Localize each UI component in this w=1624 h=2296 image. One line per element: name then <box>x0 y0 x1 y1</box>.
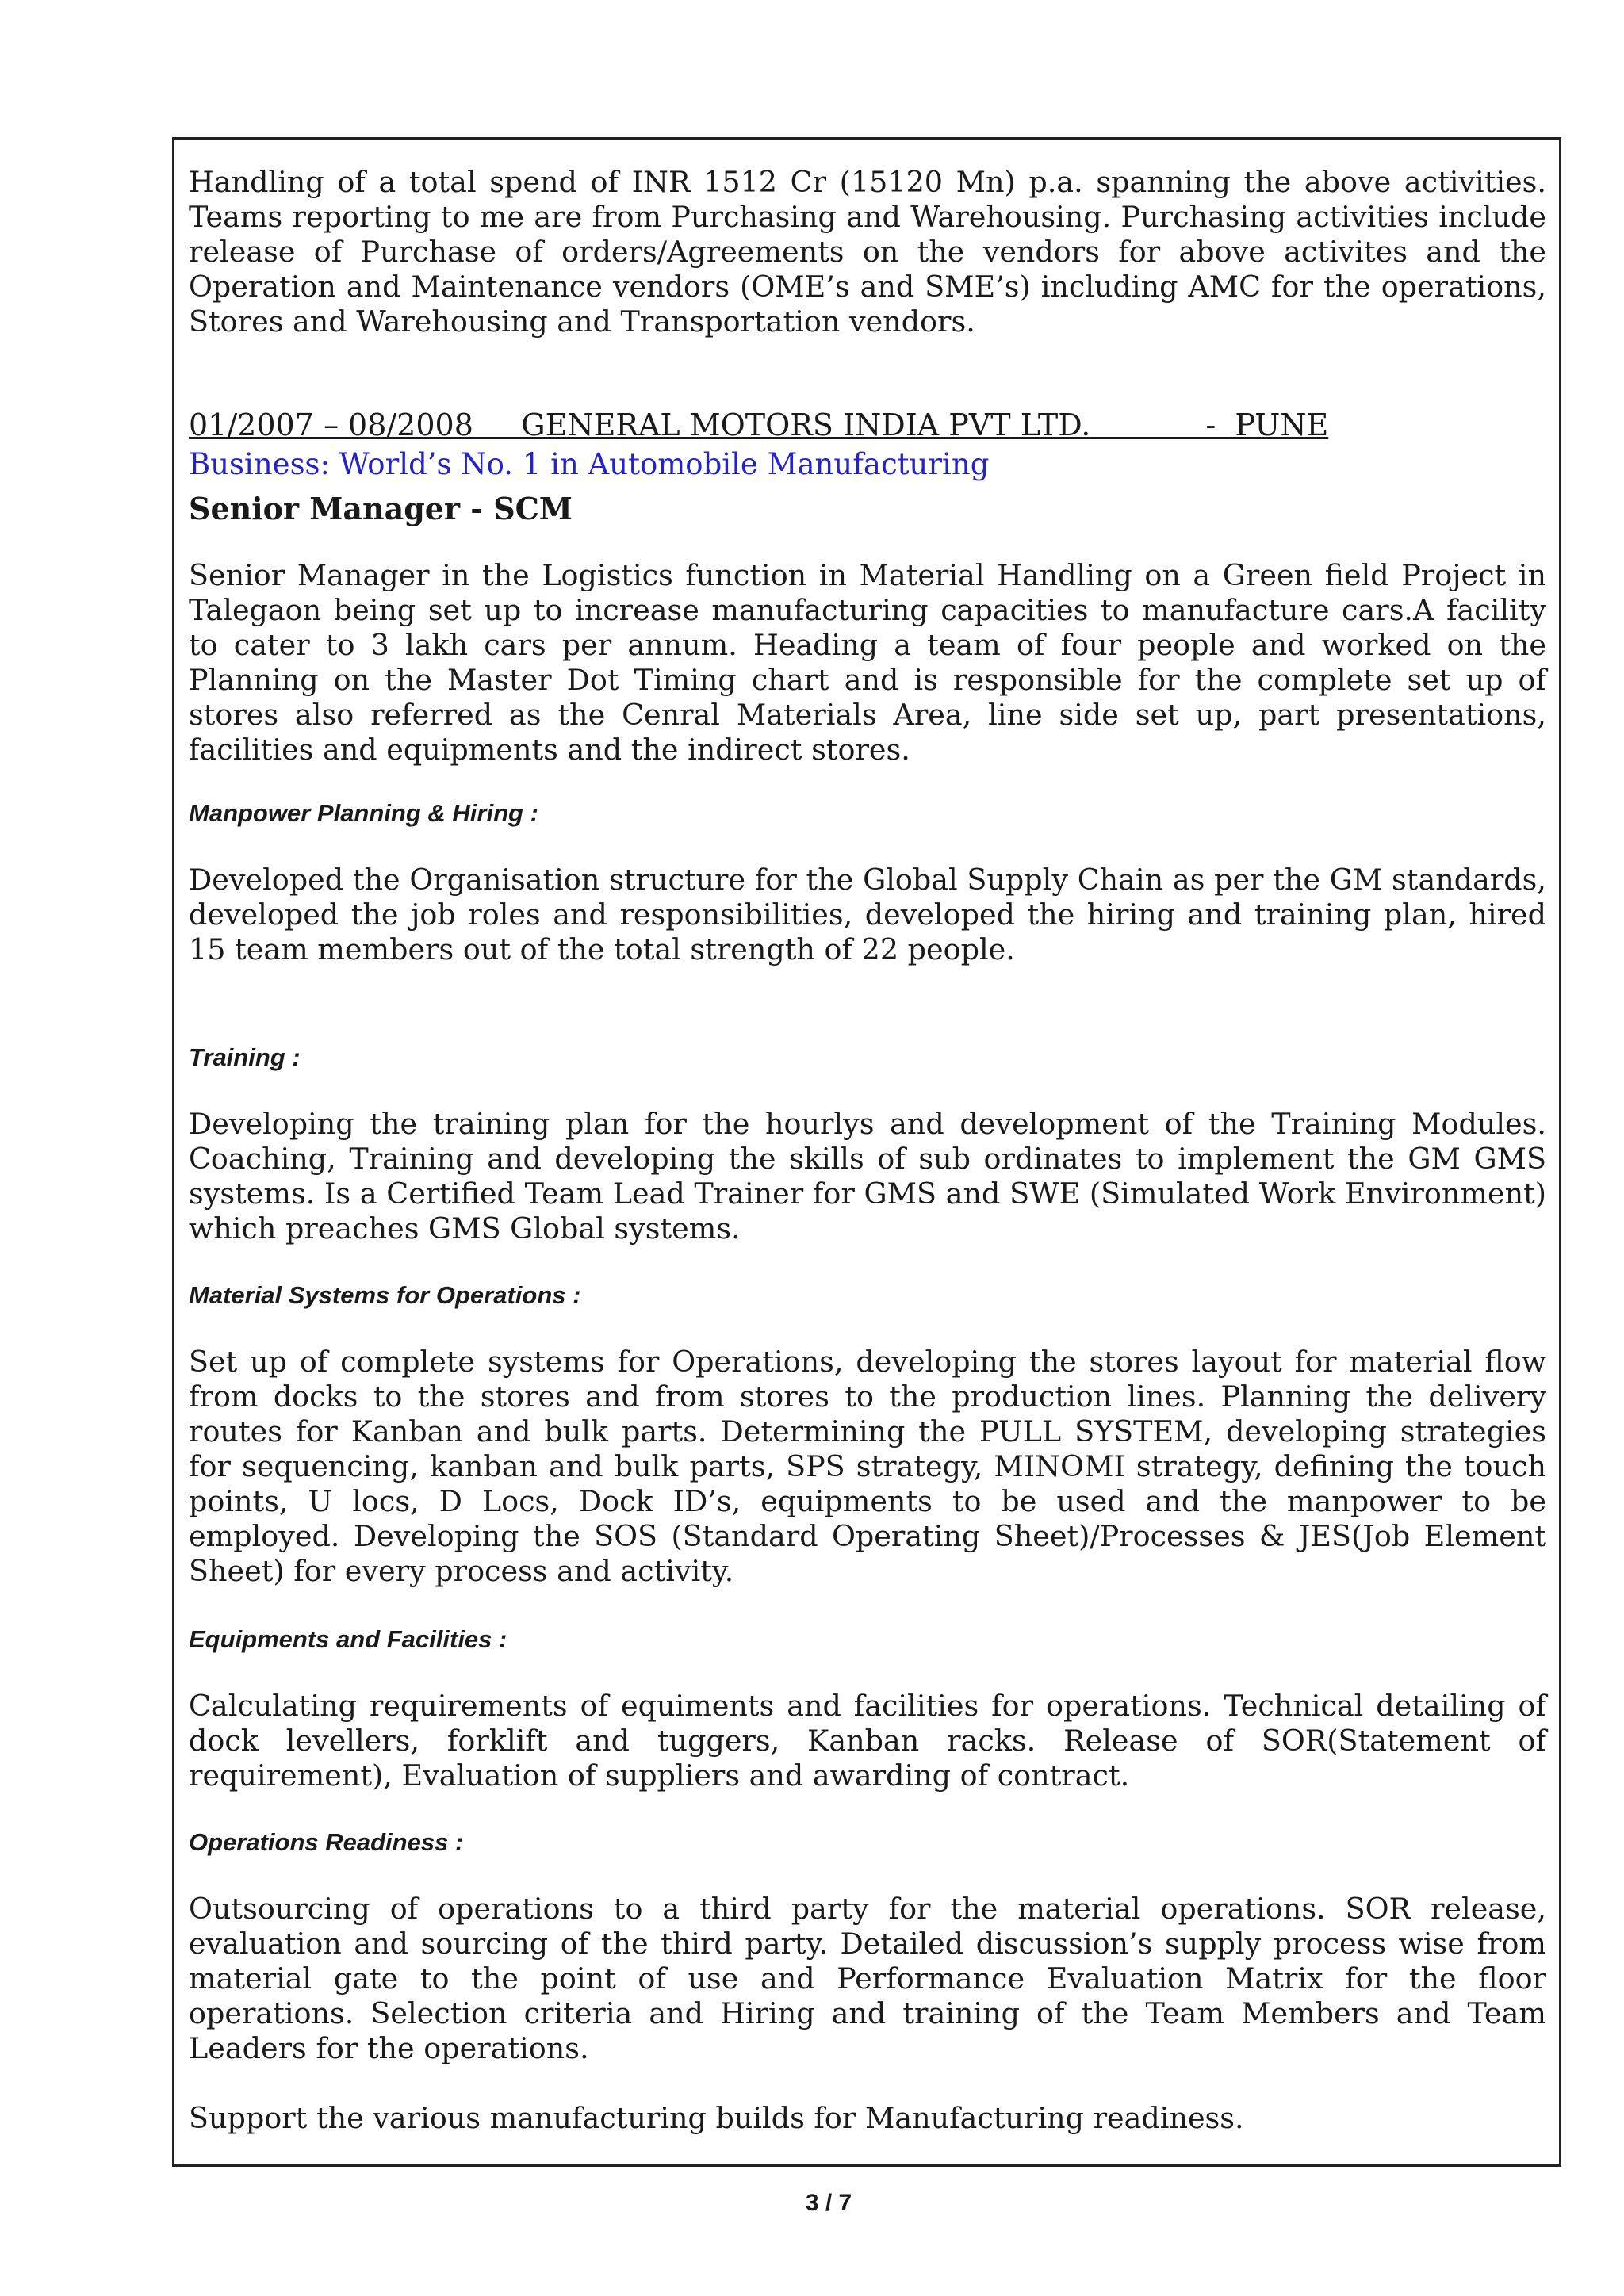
job-header-line: 01/2007 – 08/2008 GENERAL MOTORS INDIA PVT LTD. - PUNE <box>189 408 1329 442</box>
intro-paragraph: Handling of a total spend of INR 1512 Cr (15120 Mn) p.a. spanning the above activities. Teams reporting to me are from Purchasing and Warehousing. Purchasing activities include release of Purchase of orders/Agreements on the vendors for above activites and the Operation and Maintenance vendors (OME’s and SME’s) including AMC for the operations, Stores and Warehousing and Transportation vendors. <box>189 165 1546 339</box>
training-heading: Training : <box>189 1043 301 1071</box>
material-text: Set up of complete systems for Operations, developing the stores layout for material flow from docks to the stores and from stores to the production lines. Planning the delivery routes for Kanban and bulk parts. Determining the PULL SYSTEM, developing strategies for sequencing, kanban and bulk parts, SPS strategy, MINOMI strategy, defining the touch points, U locs, D Locs, Dock ID’s, equipments to be used and the manpower to be employed. Developing the SOS (Standard Operating Sheet)/Processes & JES(Job Element Sheet) for every process and activity. <box>189 1345 1546 1588</box>
manpower-text: Developed the Organisation structure for the Global Supply Chain as per the GM standards, developed the job roles and responsibilities, developed the hiring and training plan, hired 15 team members out of the total strength of 22 people. <box>189 863 1546 966</box>
manpower-heading: Manpower Planning & Hiring : <box>189 799 538 827</box>
role-title: Senior Manager - SCM <box>189 491 573 526</box>
support-text: Support the various manufacturing builds for Manufacturing readiness. <box>189 2101 1244 2135</box>
material-heading: Material Systems for Operations : <box>189 1281 581 1309</box>
page-content <box>189 165 1546 2136</box>
business-line: Business: World’s No. 1 in Automobile Manufacturing <box>189 447 990 481</box>
page-number: 3 / 7 <box>805 2190 852 2216</box>
operations-text: Outsourcing of operations to a third party for the material operations. SOR release, evaluation and sourcing of the third party. Detailed discussion’s supply process wise from material gate to the point of use and Performance Evaluation Matrix for the floor operations. Selection criteria and Hiring and training of the Team Members and Team Leaders for the operations. <box>189 1892 1546 2065</box>
job-summary: Senior Manager in the Logistics function in Material Handling on a Green field Project in Talegaon being set up to increase manufacturing capacities to manufacture cars.A facility to cater to 3 lakh cars per annum. Heading a team of four people and worked on the Planning on the Master Dot Timing chart and is responsible for the complete set up of stores also referred as the Cenral Materials Area, line side set up, part presentations, facilities and equipments and the indirect stores. <box>189 558 1546 767</box>
operations-heading: Operations Readiness : <box>189 1828 464 1856</box>
equipments-heading: Equipments and Facilities : <box>189 1625 508 1653</box>
training-text: Developing the training plan for the hourlys and development of the Training Modules. Coaching, Training and developing the skills of sub ordinates to implement the GM GMS systems. Is a Certified Team Lead Trainer for GMS and SWE (Simulated Work Environment) which preaches GMS Global systems. <box>189 1107 1546 1246</box>
equipments-text: Calculating requirements of equiments and facilities for operations. Technical detailing of dock levellers, forklift and tuggers, Kanban racks. Release of SOR(Statement of requirement), Evaluation of suppliers and awarding of contract. <box>189 1689 1546 1793</box>
